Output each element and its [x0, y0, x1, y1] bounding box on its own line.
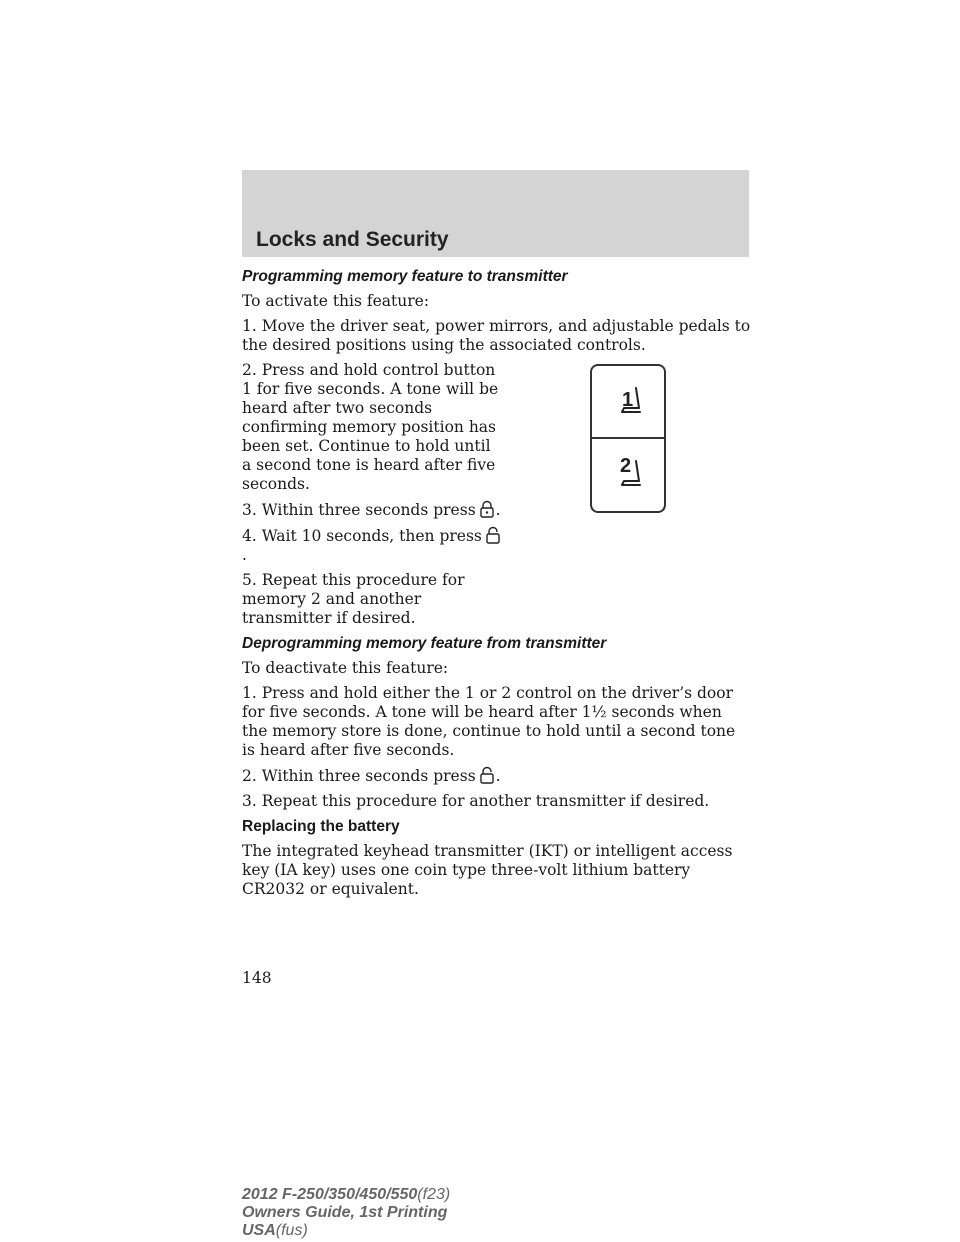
deprogramming-step-1: 1. Press and hold either the 1 or 2 control on the driver’s door for five seconds. A tone will be heard after 1½ seconds when the memory store is done, continue to hold until a second tone is heard after five seconds. [242, 684, 736, 759]
seat-icon [614, 382, 646, 422]
deprogramming-step-2-text: 2. Within three seconds press [242, 767, 476, 785]
period: . [242, 546, 247, 564]
page-number: 148 [242, 969, 272, 987]
deprogramming-intro: To deactivate this feature: [242, 659, 449, 677]
footer-market-code: (fus) [275, 1222, 308, 1239]
programming-step-2: 2. Press and hold control button 1 for five seconds. A tone will be heard after two seconds confirming memory position has been set. Continue to hold until a second tone is heard after five seconds. [242, 361, 499, 493]
memory-button-1[interactable] [592, 366, 664, 436]
unlock-icon [478, 766, 496, 784]
section-title: Locks and Security [256, 228, 449, 251]
footer-market: USA [242, 1222, 276, 1239]
footer-model-code: (f23) [417, 1186, 451, 1203]
programming-step-3-text: 3. Within three seconds press [242, 501, 476, 519]
footer-imprint [242, 1186, 450, 1240]
memory-button-2[interactable] [592, 439, 664, 509]
deprogramming-step-2 [242, 766, 752, 786]
deprogramming-heading: Deprogramming memory feature from transmitter [242, 635, 607, 652]
seat-icon [614, 455, 646, 495]
programming-step-4 [242, 526, 502, 565]
memory-button-1-label: 1 [622, 389, 634, 411]
deprogramming-step-3: 3. Repeat this procedure for another transmitter if desired. [242, 792, 710, 810]
period: . [495, 767, 501, 785]
programming-step-3 [242, 500, 502, 520]
period: . [495, 501, 501, 519]
footer-printing: Owners Guide, 1st Printing [242, 1204, 448, 1221]
lock-icon [478, 500, 496, 518]
programming-step-5: 5. Repeat this procedure for memory 2 and another transmitter if desired. [242, 571, 465, 627]
memory-control-panel [590, 364, 666, 513]
programming-intro: To activate this feature: [242, 292, 430, 310]
page-content [242, 267, 752, 905]
memory-button-2-label: 2 [620, 455, 632, 477]
unlock-icon [484, 526, 502, 544]
programming-heading: Programming memory feature to transmitter [242, 268, 568, 285]
footer-model: 2012 F-250/350/450/550 [242, 1186, 418, 1203]
battery-heading: Replacing the battery [242, 818, 400, 835]
programming-step-1: 1. Move the driver seat, power mirrors, and adjustable pedals to the desired positions using the associated controls. [242, 317, 751, 354]
programming-step-4-text: 4. Wait 10 seconds, then press [242, 527, 482, 545]
header-band [242, 170, 749, 257]
battery-body: The integrated keyhead transmitter (IKT) or intelligent access key (IA key) uses one coin type three-volt lithium battery CR2032 or equivalent. [242, 842, 733, 898]
